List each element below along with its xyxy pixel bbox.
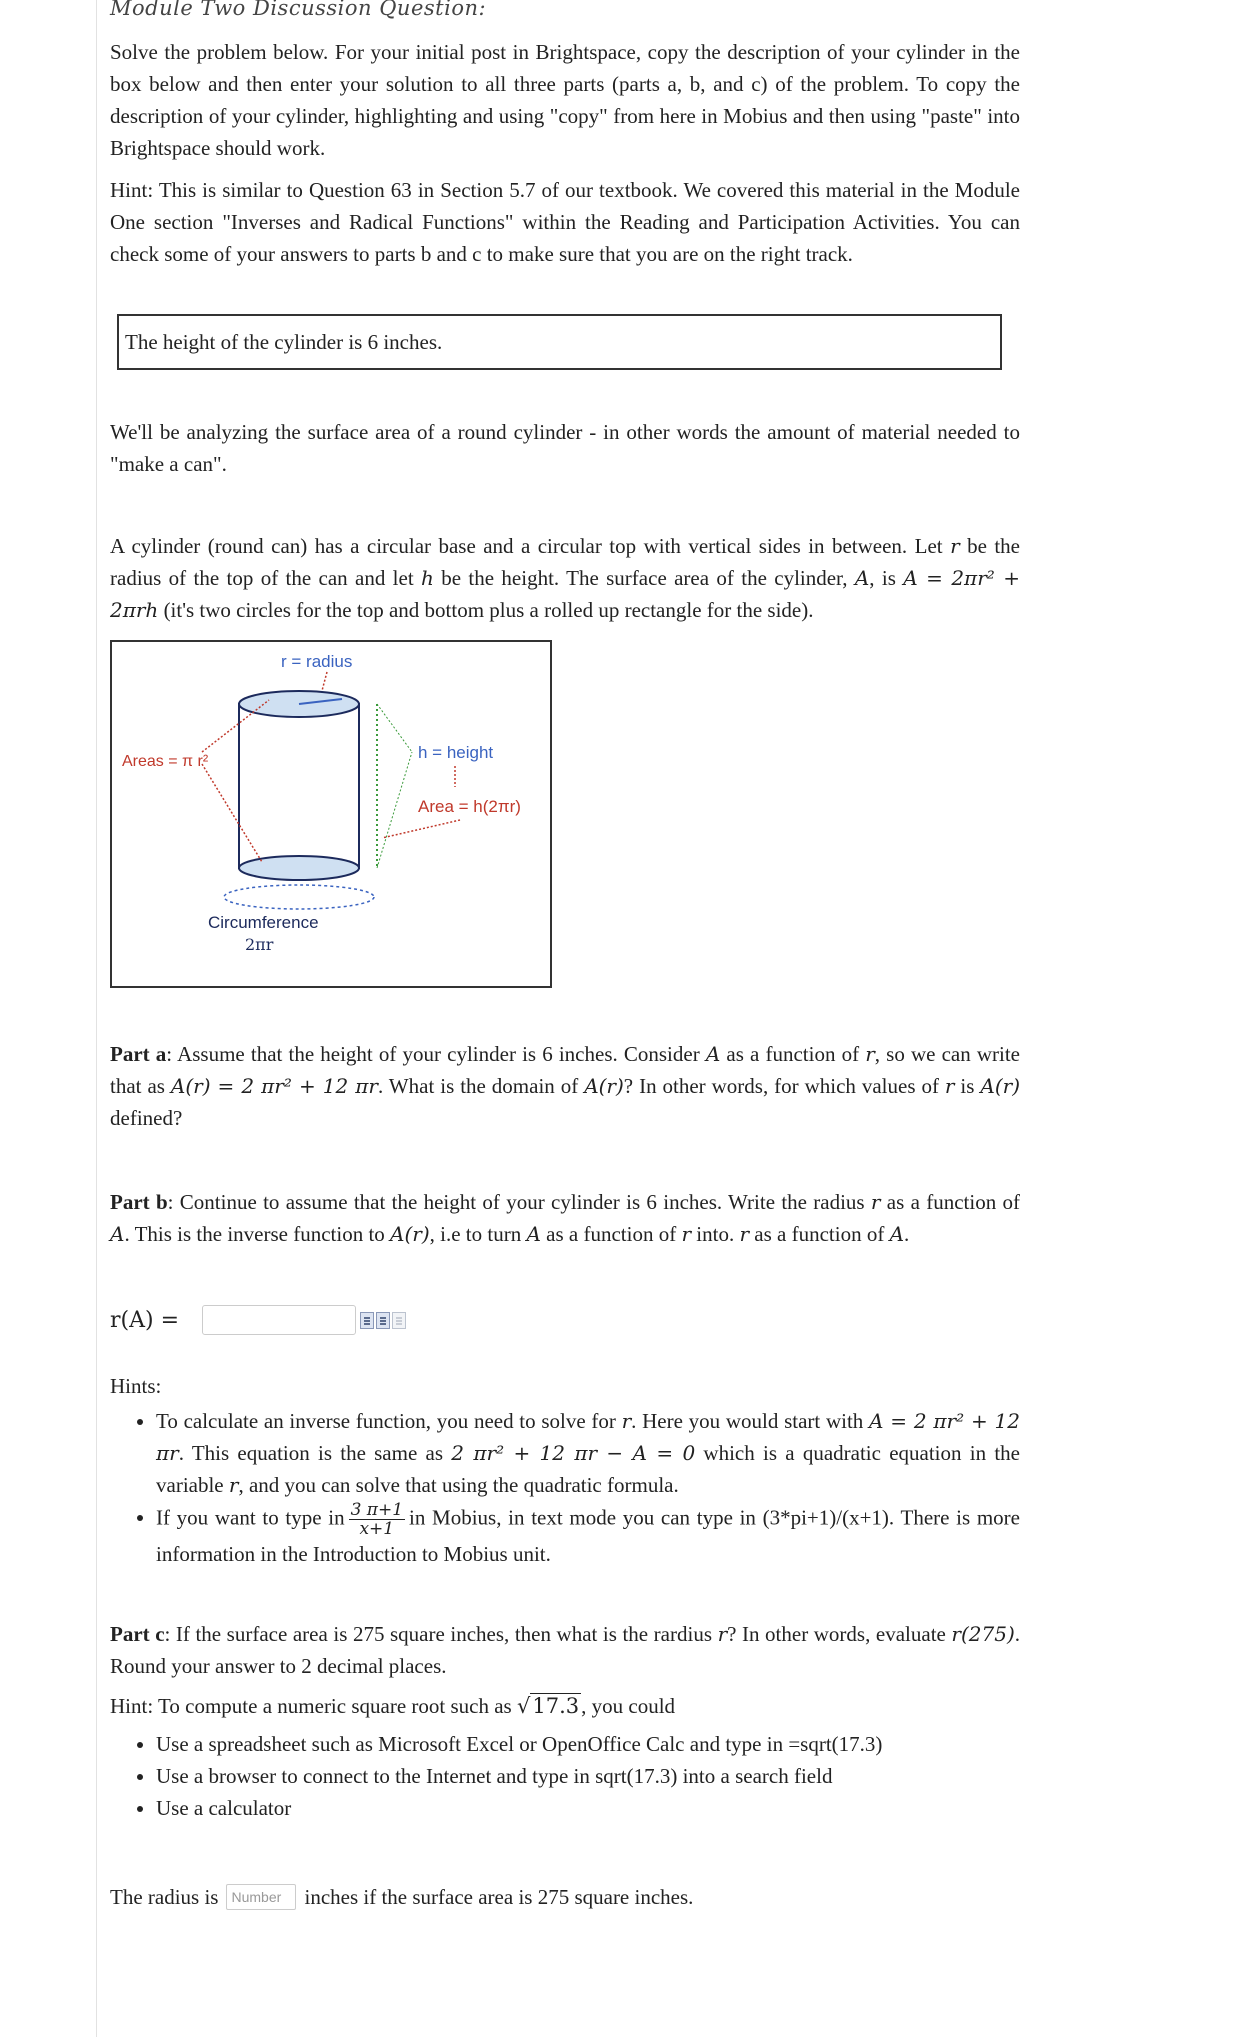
inverse-function-input[interactable] (202, 1305, 356, 1335)
hint-item-inverse: • To calculate an inverse function, you need to solve for r. Here you would start with A = 2 πr² + 12 πr. This equation is the same as 2 πr² + 12 πr − A = 0 which is a quadratic equation in the variable r, and you can solve that using the quadratic formula. (156, 1405, 1020, 1501)
areas-label: Areas = π r² (122, 753, 209, 770)
part-b-paragraph: Part b: Continue to assume that the height of your cylinder is 6 inches. Write the radius r as a function of A. This is the inverse function to A(r), i.e to turn A as a function of r into. r as a function of A. (110, 1190, 1020, 1246)
list-item: • Use a calculator (156, 1792, 1020, 1824)
analysis-paragraph: We'll be analyzing the surface area of a round cylinder - in other words the amount of material needed to "make a can". (110, 420, 1020, 476)
circumference-ellipse (224, 885, 374, 909)
cylinder-description-text[interactable]: The height of the cylinder is 6 inches. (125, 330, 443, 354)
sqrt-methods-list (110, 1728, 1020, 1824)
hints-heading: Hints: (110, 1374, 162, 1398)
question-page (110, 0, 1020, 1910)
circumference-label: Circumference (208, 913, 319, 932)
page-title: Module Two Discussion Question: (110, 0, 487, 20)
side-area-label: Area = h(2πr) (418, 797, 521, 816)
answer-label: r(A) = (110, 1307, 179, 1333)
hint-intro-paragraph: Hint: This is similar to Question 63 in Section 5.7 of our textbook. We covered this material in the Module One section "Inverses and Radical Functions" within the Reading and Participation Activities. You can check some of your answers to parts b and c to make sure that you are on the right track. (110, 178, 1020, 266)
cylinder-bottom (239, 856, 359, 880)
intro-paragraph: Solve the problem below. For your initial post in Brightspace, copy the description of your cylinder in the box below and then enter your solution to all three parts (parts a, b, and c) of the problem. To copy the description of your cylinder, highlighting and using "copy" from here in Mobius and then using "paste" into Brightspace should work. (110, 40, 1020, 160)
equation-tools (360, 1312, 406, 1329)
cylinder-body (239, 704, 359, 868)
cylinder-diagram (110, 640, 552, 988)
example-fraction: $\frac{3 \pi+1}{x+1}$ (350, 1500, 404, 1539)
part-c-paragraph: Part c: If the surface area is 275 square inches, then what is the rardius r? In other words, evaluate r(275). Round your answer to 2 decimal places. (110, 1622, 1021, 1678)
part-c-answer-row: The radius is Number inches if the surface area is 275 square inches. (110, 1884, 694, 1909)
part-a-paragraph: Part a: Assume that the height of your cylinder is 6 inches. Consider A as a function of r, so we can write that as A(r) = 2 πr² + 12 πr. What is the domain of A(r)? In other words, for which values of r is A(r) defined? (110, 1042, 1020, 1130)
hint-item-mobius: • If you want to type in $\frac{3 \pi+1}{x+1}$ in Mobius, in text mode you can type in (3*pi+1)/(x+1). There is more information in the Introduction to Mobius unit. (156, 1501, 1020, 1570)
equation-editor-icon[interactable] (360, 1312, 374, 1329)
circumference-formula: 2πr (245, 935, 274, 954)
sqrt-example: √17.3 (516, 1694, 580, 1718)
list-item: • Use a spreadsheet such as Microsoft Excel or OpenOffice Calc and type in =sqrt(17.3) (156, 1728, 1020, 1760)
radius-label: r = radius (281, 652, 353, 671)
cylinder-description-box[interactable] (117, 314, 1002, 370)
part-b-answer-row (110, 1302, 1020, 1338)
surface-area-formula: A = 2πr² + 2πrh (110, 566, 1020, 622)
hints-list (110, 1405, 1020, 1570)
content-border (96, 0, 97, 2037)
height-label: h = height (418, 743, 494, 762)
document-icon[interactable] (392, 1312, 406, 1329)
preview-icon[interactable] (376, 1312, 390, 1329)
cylinder-definition-paragraph: A cylinder (round can) has a circular base and a circular top with vertical sides in between. Let r be the radius of the top of the can and let h be the height. The surface area of the cylinder, A, is A = 2πr² + 2πrh (it's two circles for the top and bottom plus a rolled up rectangle for the side). (110, 534, 1020, 622)
part-c-hint: Hint: To compute a numeric square root such as √17.3, you could (110, 1694, 676, 1718)
cylinder-diagram-svg (112, 642, 554, 990)
radius-number-input[interactable]: Number (226, 1884, 296, 1910)
list-item: • Use a browser to connect to the Internet and type in sqrt(17.3) into a search field (156, 1760, 1020, 1792)
